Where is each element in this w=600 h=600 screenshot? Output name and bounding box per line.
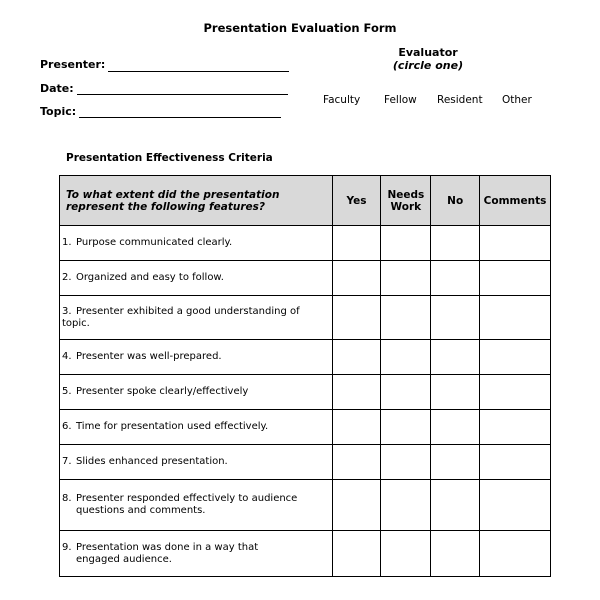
section-title: Presentation Effectiveness Criteria: [66, 152, 273, 164]
yes-cell[interactable]: [332, 296, 381, 340]
needs-work-cell[interactable]: [381, 531, 431, 577]
evaluator-label: Evaluator: [398, 46, 458, 59]
criterion-label: Presenter was well-prepared.: [76, 351, 222, 362]
column-header-no: No: [431, 176, 480, 226]
yes-cell[interactable]: [332, 375, 381, 410]
yes-cell[interactable]: [332, 261, 381, 296]
yes-cell[interactable]: [332, 531, 381, 577]
criterion-text: [60, 480, 333, 531]
criterion-text: [60, 261, 333, 296]
question-header: To what extent did the presentation represent the following features?: [60, 176, 333, 226]
criterion-label: Presentation was done in a way that engaged audience.: [76, 541, 259, 565]
evaluator-option-resident[interactable]: Resident: [437, 94, 483, 106]
comments-cell[interactable]: [480, 531, 551, 577]
comments-cell[interactable]: [480, 296, 551, 340]
no-cell[interactable]: [431, 445, 480, 480]
criterion-text: [60, 296, 333, 340]
table-row: [60, 445, 551, 480]
no-cell[interactable]: [431, 375, 480, 410]
yes-cell[interactable]: [332, 445, 381, 480]
yes-cell[interactable]: [332, 340, 381, 375]
comments-cell[interactable]: [480, 226, 551, 261]
comments-cell[interactable]: [480, 375, 551, 410]
needs-work-cell[interactable]: [381, 375, 431, 410]
criterion-label: Presenter responded effectively to audience questions and comments.: [76, 493, 298, 516]
table-row: [60, 340, 551, 375]
no-cell[interactable]: [431, 531, 480, 577]
needs-work-cell[interactable]: [381, 410, 431, 445]
table-row: [60, 375, 551, 410]
evaluator-option-other[interactable]: Other: [502, 94, 532, 106]
table-row: [60, 226, 551, 261]
yes-cell[interactable]: [332, 480, 381, 531]
no-cell[interactable]: [431, 261, 480, 296]
column-header-yes: Yes: [332, 176, 381, 226]
presenter-label: Presenter:: [40, 58, 106, 71]
no-cell[interactable]: [431, 226, 480, 261]
presenter-field[interactable]: [108, 71, 289, 72]
criterion-number: 6.: [62, 421, 72, 432]
needs-work-cell[interactable]: [381, 296, 431, 340]
needs-work-cell[interactable]: [381, 445, 431, 480]
topic-label: Topic:: [40, 105, 77, 118]
criterion-text: [60, 226, 333, 261]
yes-cell[interactable]: [332, 410, 381, 445]
needs-work-cell[interactable]: [381, 340, 431, 375]
criterion-text: [60, 410, 333, 445]
evaluator-option-faculty[interactable]: Faculty: [323, 94, 361, 106]
criterion-number: 5.: [62, 386, 72, 397]
criterion-text: [60, 531, 333, 577]
date-field[interactable]: [77, 94, 288, 95]
criterion-text: [60, 340, 333, 375]
table-row: [60, 480, 551, 531]
criterion-text: [60, 445, 333, 480]
needs-work-cell[interactable]: [381, 480, 431, 531]
table-row: [60, 261, 551, 296]
table-row: [60, 296, 551, 340]
criterion-number: 8.: [62, 493, 72, 504]
criterion-label: Presenter exhibited a good understanding of topic.: [62, 305, 300, 329]
yes-cell[interactable]: [332, 226, 381, 261]
criterion-number: 2.: [62, 272, 72, 283]
comments-cell[interactable]: [480, 410, 551, 445]
no-cell[interactable]: [431, 480, 480, 531]
comments-cell[interactable]: [480, 480, 551, 531]
no-cell[interactable]: [431, 340, 480, 375]
needs-work-cell[interactable]: [381, 226, 431, 261]
criteria-table: [59, 175, 551, 577]
column-header-needs-work: [381, 176, 431, 226]
no-cell[interactable]: [431, 410, 480, 445]
criterion-number: 1.: [62, 237, 72, 248]
criterion-label: Time for presentation used effectively.: [76, 421, 269, 432]
table-header-row: [60, 176, 551, 226]
column-header-comments: Comments: [480, 176, 551, 226]
criterion-number: 9.: [62, 541, 72, 553]
table-row: [60, 531, 551, 577]
criterion-label: Presenter spoke clearly/effectively: [76, 386, 249, 397]
evaluator-block: [376, 46, 480, 72]
criterion-number: 3.: [62, 305, 72, 317]
criterion-number: 4.: [62, 351, 72, 362]
form-title: Presentation Evaluation Form: [203, 21, 397, 35]
comments-cell[interactable]: [480, 261, 551, 296]
comments-cell[interactable]: [480, 445, 551, 480]
date-label: Date:: [40, 82, 74, 95]
evaluator-option-fellow[interactable]: Fellow: [384, 94, 417, 106]
no-cell[interactable]: [431, 296, 480, 340]
topic-field[interactable]: [79, 117, 281, 118]
needs-work-label: Needs Work: [387, 188, 425, 213]
comments-cell[interactable]: [480, 340, 551, 375]
criterion-label: Purpose communicated clearly.: [76, 237, 233, 248]
criterion-label: Slides enhanced presentation.: [76, 456, 228, 467]
table-row: [60, 410, 551, 445]
needs-work-cell[interactable]: [381, 261, 431, 296]
criterion-number: 7.: [62, 456, 72, 467]
criterion-label: Organized and easy to follow.: [76, 272, 224, 283]
evaluator-hint: (circle one): [392, 59, 464, 72]
criterion-text: [60, 375, 333, 410]
